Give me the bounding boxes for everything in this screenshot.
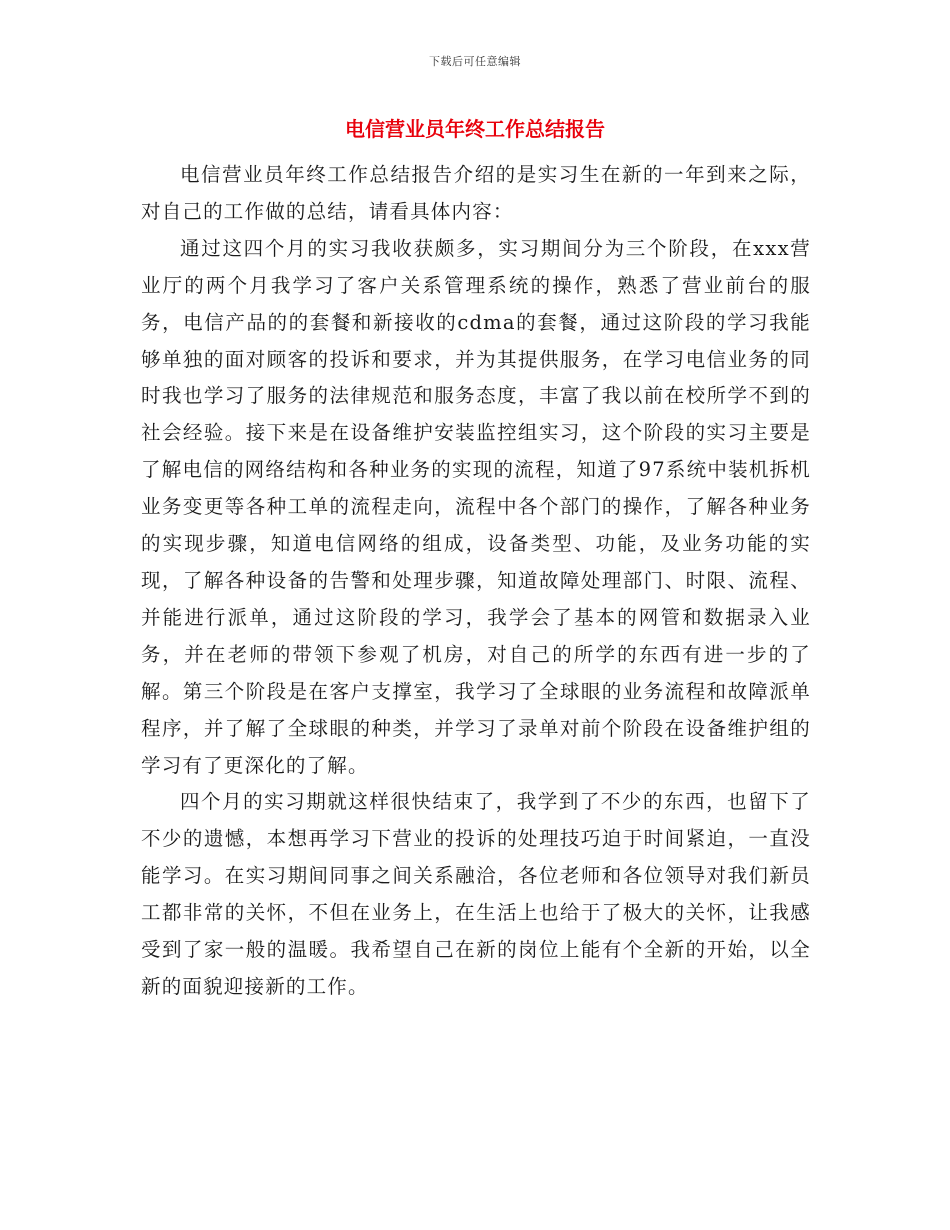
paragraph-internship-stages: 通过这四个月的实习我收获颇多，实习期间分为三个阶段，在xxx营业厅的两个月我学习了客户关系管理系统的操作，熟悉了营业前台的服务，电信产品的的套餐和新接收的cdma的套餐，通过这阶段的学习我能够单独的面对顾客的投诉和要求，并为其提供服务，在学习电信业务的同时我也学习了服务的法律规范和服务态度，丰富了我以前在校所学不到的社会经验。接下来是在设备维护安装监控组实习，这个阶段的实习主要是了解电信的网络结构和各种业务的实现的流程，知道了97系统中装机拆机业务变更等各种工单的流程走向，流程中各个部门的操作，了解各种业务的实现步骤，知道电信网络的组成，设备类型、功能，及业务功能的实现，了解各种设备的告警和处理步骤，知道故障处理部门、时限、流程、并能进行派单，通过这阶段的学习，我学会了基本的网管和数据录入业务，并在老师的带领下参观了机房，对自己的所学的东西有进一步的了解。第三个阶段是在客户支撑室，我学习了全球眼的业务流程和故障派单程序，并了解了全球眼的种类，并学习了录单对前个阶段在设备维护组的学习有了更深化的了解。: [141, 236, 811, 777]
header-note: 下载后可任意编辑: [429, 55, 521, 68]
document-title: 电信营业员年终工作总结报告: [345, 117, 605, 141]
document-body: [141, 157, 811, 1006]
paragraph-conclusion: 四个月的实习期就这样很快结束了，我学到了不少的东西，也留下了不少的遗憾，本想再学习下营业的投诉的处理技巧迫于时间紧迫，一直没能学习。在实习期间同事之间关系融洽，各位老师和各位领导对我们新员工都非常的关怀，不但在业务上，在生活上也给于了极大的关怀，让我感受到了家一般的温暖。我希望自己在新的岗位上能有个全新的开始，以全新的面貌迎接新的工作。: [141, 790, 811, 998]
paragraph-intro: 电信营业员年终工作总结报告介绍的是实习生在新的一年到来之际，对自己的工作做的总结，请看具体内容：: [141, 163, 811, 223]
